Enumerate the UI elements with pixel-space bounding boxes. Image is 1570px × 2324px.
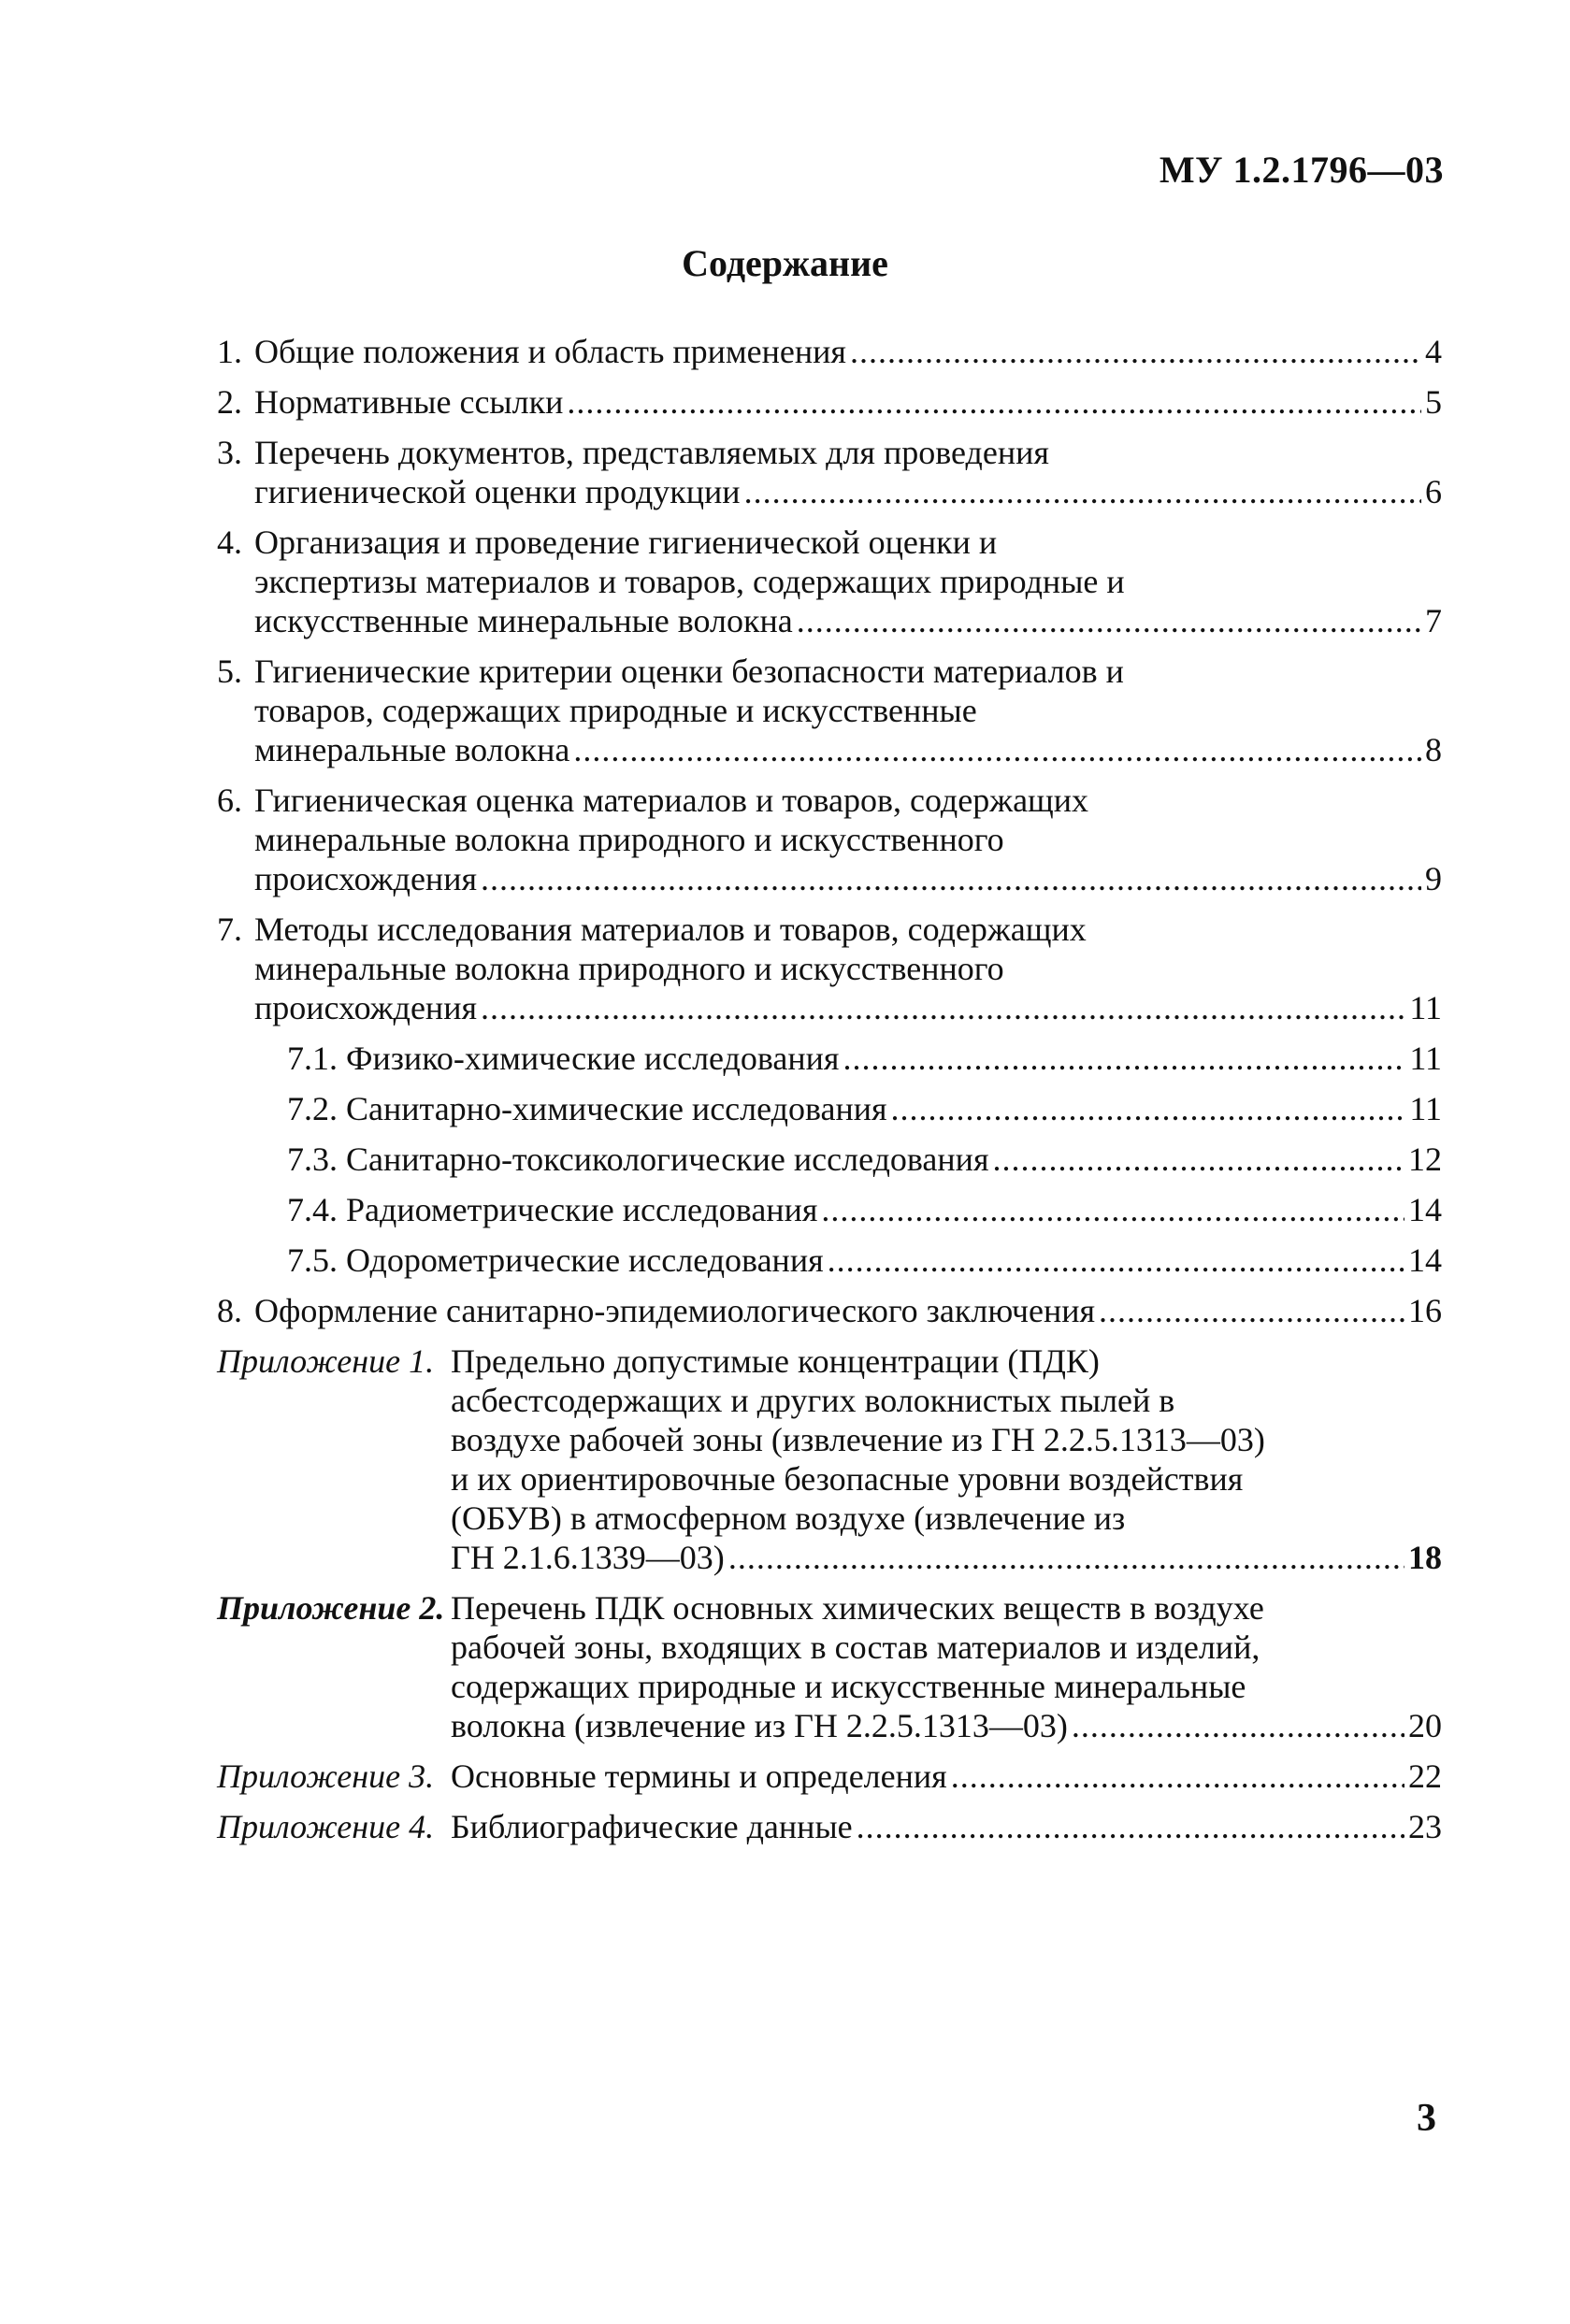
toc-page-number: 23	[1408, 1808, 1442, 1845]
toc-appendix-1[interactable]	[217, 1341, 1442, 1577]
toc-entry-line: Методы исследования материалов и товаров, содержащих	[254, 911, 1087, 948]
toc-entry-line: минеральные волокна природного и искусственного	[254, 950, 1004, 987]
toc-entry-line: асбестсодержащих и других волокнистых пылей в	[451, 1382, 1175, 1419]
toc-entry-title: происхождения	[254, 989, 478, 1026]
toc-entry-line: экспертизы материалов и товаров, содержащих природные и	[254, 563, 1125, 600]
dot-leader	[891, 1089, 1406, 1128]
toc-entry-number: 8.	[217, 1292, 242, 1329]
dot-leader	[797, 601, 1421, 640]
dot-leader	[828, 1241, 1404, 1280]
appendix-label: Приложение 3.	[217, 1757, 435, 1795]
toc-entry-line: Перечень документов, представляемых для проведения	[254, 434, 1049, 471]
toc-appendix-4[interactable]	[217, 1807, 1442, 1846]
dot-leader	[1072, 1706, 1404, 1745]
toc-page-number: 6	[1425, 473, 1442, 510]
toc-page-number: 11	[1409, 989, 1442, 1026]
toc-entry-title: волокна (извлечение из ГН 2.2.5.1313—03)	[451, 1707, 1068, 1744]
toc-entry-number: 5.	[217, 653, 242, 690]
toc-entry-line: рабочей зоны, входящих в состав материалов и изделий,	[451, 1628, 1260, 1666]
toc-entry-title: минеральные волокна	[254, 731, 570, 768]
page-title: Содержание	[682, 242, 888, 284]
toc-entry-title: происхождения	[254, 860, 478, 897]
appendix-label: Приложение 4.	[217, 1808, 435, 1845]
toc-entry-line: Гигиенические критерии оценки безопасности материалов и	[254, 653, 1124, 690]
toc-entry-8[interactable]	[217, 1291, 1442, 1330]
toc-entry-line: (ОБУВ) в атмосферном воздухе (извлечение из	[451, 1499, 1126, 1537]
toc-entry-title: 7.5. Одорометрические исследования	[287, 1241, 824, 1279]
dot-leader	[744, 472, 1421, 511]
toc-entry-line: товаров, содержащих природные и искусственные	[254, 692, 977, 729]
toc-entry-line: и их ориентировочные безопасные уровни воздействия	[451, 1460, 1244, 1498]
toc-subentry-7-5[interactable]	[287, 1241, 1442, 1280]
appendix-label: Приложение 2.	[217, 1589, 445, 1627]
toc-page-number: 5	[1425, 383, 1442, 421]
toc-page-number: 11	[1409, 1090, 1442, 1127]
toc-entry-3[interactable]	[217, 433, 1442, 511]
toc-page-number: 8	[1425, 731, 1442, 768]
table-of-contents	[217, 332, 1442, 1858]
toc-entry-number: 2.	[217, 383, 242, 421]
toc-entry-title: Основные термины и определения	[451, 1757, 947, 1795]
toc-entry-title: 7.1. Физико-химические исследования	[287, 1040, 840, 1077]
toc-entry-title: Общие положения и область применения	[254, 333, 846, 370]
toc-entry-number: 6.	[217, 782, 242, 819]
toc-entry-line: воздухе рабочей зоны (извлечение из ГН 2.2.5.1313—03)	[451, 1421, 1265, 1458]
toc-entry-1[interactable]	[217, 332, 1442, 371]
toc-entry-line: Предельно допустимые концентрации (ПДК)	[451, 1342, 1100, 1380]
toc-entry-6[interactable]	[217, 781, 1442, 898]
toc-entry-title: 7.3. Санитарно-токсикологические исследования	[287, 1140, 989, 1178]
toc-appendix-2[interactable]	[217, 1588, 1442, 1745]
toc-subentry-7-3[interactable]	[287, 1140, 1442, 1179]
toc-appendix-3[interactable]	[217, 1757, 1442, 1796]
toc-page-number: 16	[1408, 1292, 1442, 1329]
page-number: 3	[1417, 2097, 1436, 2140]
toc-entry-title: 7.4. Радиометрические исследования	[287, 1191, 818, 1228]
toc-entry-title: 7.2. Санитарно-химические исследования	[287, 1090, 887, 1127]
toc-entry-7[interactable]	[217, 910, 1442, 1027]
toc-page-number: 14	[1408, 1191, 1442, 1228]
toc-entry-number: 1.	[217, 333, 242, 370]
dot-leader	[857, 1807, 1404, 1846]
toc-page-number: 20	[1408, 1707, 1442, 1744]
toc-entry-line: Гигиеническая оценка материалов и товаров, содержащих	[254, 782, 1089, 819]
dot-leader	[573, 730, 1421, 769]
toc-entry-line: Перечень ПДК основных химических веществ в воздухе	[451, 1589, 1264, 1627]
dot-leader	[821, 1190, 1404, 1229]
toc-page-number: 12	[1408, 1140, 1442, 1178]
toc-page-number: 9	[1425, 860, 1442, 897]
toc-entry-title: гигиенической оценки продукции	[254, 473, 741, 510]
dot-leader	[951, 1757, 1404, 1796]
toc-page-number: 22	[1408, 1757, 1442, 1795]
toc-entry-line: минеральные волокна природного и искусственного	[254, 821, 1004, 858]
dot-leader	[481, 859, 1421, 898]
toc-entry-line: содержащих природные и искусственные минеральные	[451, 1668, 1246, 1705]
toc-entry-title: искусственные минеральные волокна	[254, 602, 793, 639]
toc-entry-title: Нормативные ссылки	[254, 383, 564, 421]
toc-page-number: 4	[1425, 333, 1442, 370]
dot-leader	[850, 332, 1421, 371]
dot-leader	[843, 1039, 1405, 1078]
toc-page-number: 14	[1408, 1241, 1442, 1279]
toc-entry-title: Оформление санитарно-эпидемиологического заключения	[254, 1292, 1096, 1329]
toc-entry-title: Библиографические данные	[451, 1808, 853, 1845]
dot-leader	[567, 382, 1421, 422]
toc-subentry-7-4[interactable]	[287, 1190, 1442, 1229]
toc-entry-number: 4.	[217, 524, 242, 561]
toc-entry-5[interactable]	[217, 652, 1442, 769]
toc-page-number: 18	[1408, 1539, 1442, 1576]
dot-leader	[1099, 1291, 1404, 1330]
toc-page-number: 11	[1409, 1040, 1442, 1077]
toc-entry-number: 3.	[217, 434, 242, 471]
toc-entry-number: 7.	[217, 911, 242, 948]
document-code: МУ 1.2.1796—03	[1159, 149, 1444, 191]
dot-leader	[993, 1140, 1405, 1179]
toc-subentry-7-1[interactable]	[287, 1039, 1442, 1078]
toc-entry-2[interactable]	[217, 382, 1442, 422]
toc-entry-4[interactable]	[217, 523, 1442, 640]
toc-entry-title: ГН 2.1.6.1339—03)	[451, 1539, 725, 1576]
toc-page-number: 7	[1425, 602, 1442, 639]
appendix-label: Приложение 1.	[217, 1342, 435, 1380]
dot-leader	[728, 1538, 1404, 1577]
toc-subentry-7-2[interactable]	[287, 1089, 1442, 1128]
dot-leader	[481, 988, 1405, 1027]
toc-entry-line: Организация и проведение гигиенической оценки и	[254, 524, 998, 561]
